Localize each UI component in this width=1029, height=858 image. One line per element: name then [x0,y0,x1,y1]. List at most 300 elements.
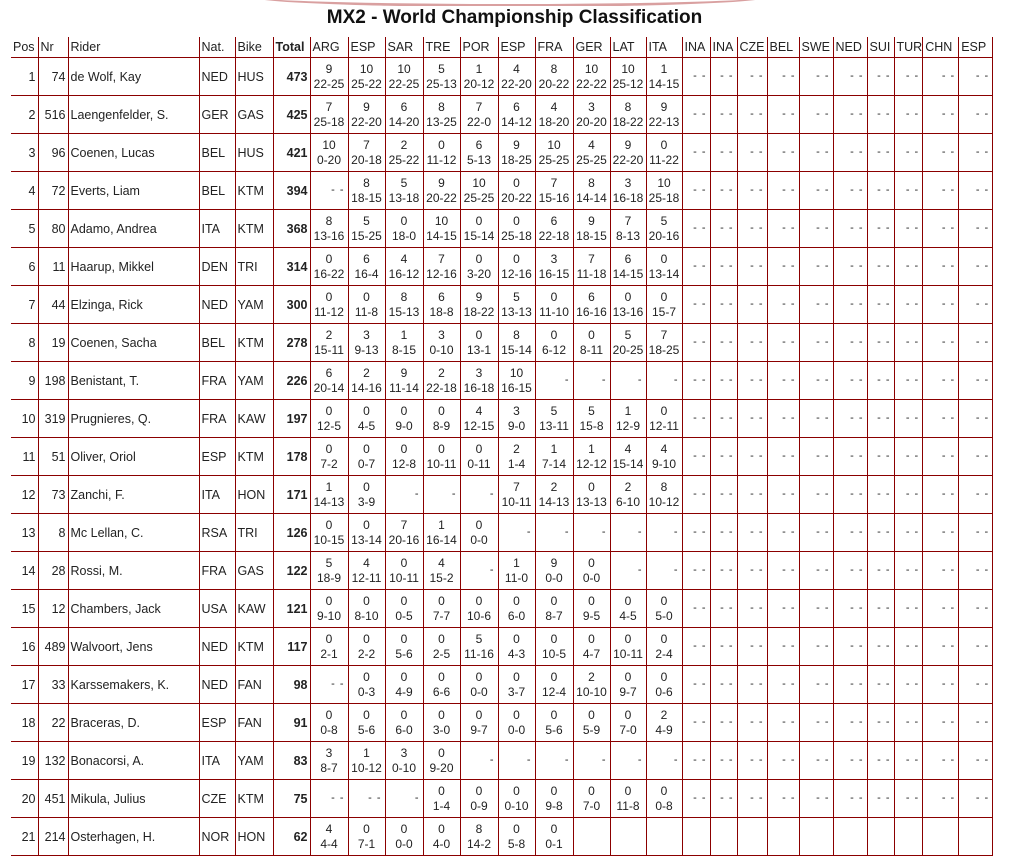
cell-nr: 489 [38,628,68,666]
table-row [11,704,993,742]
race-points: 0 [400,403,408,418]
cell-race-result [535,818,573,856]
cell-race-empty: - - [959,438,993,476]
race-points: 8 [475,821,483,836]
cell-pos: 12 [11,476,38,514]
cell-nat: ITA [199,476,235,514]
cell-race-empty: - - [682,248,710,286]
cell-race-result [385,552,423,590]
race-heat-points: 0-0 [507,722,526,737]
cell-race-result [573,438,610,476]
race-heat-points: 5-6 [545,722,563,737]
cell-race-empty: - [573,742,610,780]
cell-race-empty: - - [894,400,923,438]
cell-race-empty: - - [923,286,959,324]
race-heat-points: 0-0 [582,570,601,585]
race-points: 3 [513,403,520,418]
race-points: 10 [509,365,524,380]
race-points: 5 [325,555,333,570]
table-row [11,134,993,172]
cell-race-empty: - - [710,514,737,552]
cell-race-result [498,590,535,628]
table-row [11,666,993,704]
cell-race-empty: - - [737,742,767,780]
race-points: 3 [400,745,408,760]
cell-nr: 8 [38,514,68,552]
cell-race-empty: - - [833,286,867,324]
race-points: 0 [400,441,408,456]
race-points: 3 [438,327,445,342]
race-heat-points: 0-0 [470,532,488,547]
race-points: 4 [400,251,408,266]
cell-race-empty: - - [959,58,993,96]
race-heat-points: 20-22 [501,190,532,205]
cell-race-empty: - - [833,590,867,628]
race-heat-points: 10-11 [426,456,457,471]
cell-race-result [348,324,385,362]
cell-race-empty: - [573,362,610,400]
race-heat-points: 14-15 [612,266,644,281]
race-heat-points: 11-18 [576,266,607,281]
race-heat-points: 8-7 [320,760,338,775]
race-points: 7 [624,213,632,228]
cell-race-empty: - - [923,362,959,400]
race-points: 4 [513,61,520,76]
race-heat-points: 8-7 [545,608,563,623]
cell-pos: 16 [11,628,38,666]
cell-race-result [385,438,423,476]
cell-race-empty: - - [894,628,923,666]
cell-race-empty: - - [737,780,767,818]
race-points: 6 [624,251,632,266]
cell-race-result [423,780,460,818]
race-points: 8 [363,175,370,190]
race-heat-points: 8-9 [432,418,451,433]
cell-race-empty: - - [799,324,833,362]
race-points: 7 [550,175,558,190]
race-heat-points: 2-2 [357,646,376,661]
cell-race-empty: - - [923,96,959,134]
cell-race-result [423,438,460,476]
race-points: 0 [438,745,445,760]
cell-race-empty: - - [923,400,959,438]
cell-race-result [610,704,646,742]
race-heat-points: 0-9 [470,798,488,813]
race-points: 1 [660,61,668,76]
race-heat-points: 4-5 [619,608,637,623]
cell-rider: Laengenfelder, S. [68,96,199,134]
cell-race-empty: - - [959,362,993,400]
race-heat-points: 12-9 [615,418,641,433]
race-points: 3 [325,745,333,760]
race-heat-points: 14-15 [426,228,457,243]
cell-race-empty: - [646,552,682,590]
cell-nr: 73 [38,476,68,514]
race-points: 9 [438,175,445,190]
cell-race-result [385,172,423,210]
cell-total: 62 [273,818,310,856]
cell-race-result [385,704,423,742]
race-heat-points: 12-11 [351,570,382,585]
race-points: 9 [660,99,668,114]
race-points: 2 [513,441,520,456]
cell-race-result [498,666,535,704]
cell-race-empty [867,818,894,856]
cell-race-empty: - [460,742,498,780]
cell-race-empty: - - [959,96,993,134]
cell-race-result [310,134,348,172]
race-heat-points: 1-4 [432,798,451,813]
table-row [11,628,993,666]
race-heat-points: 0-8 [655,798,673,813]
cell-race-result [498,96,535,134]
cell-pos: 14 [11,552,38,590]
race-heat-points: 18-20 [538,114,570,129]
race-heat-points: 25-25 [576,152,607,167]
cell-race-empty: - - [767,134,799,172]
cell-race-result [348,96,385,134]
race-points: 0 [400,593,408,608]
race-heat-points: 25-22 [351,76,382,91]
cell-race-empty: - - [710,628,737,666]
race-points: 0 [513,669,520,684]
race-heat-points: 0-11 [467,456,491,471]
race-points: 0 [660,783,668,798]
cell-race-result [348,628,385,666]
race-heat-points: 25-22 [388,152,420,167]
cell-nr: 11 [38,248,68,286]
race-points: 0 [588,327,595,342]
cell-race-empty: - - [710,590,737,628]
race-heat-points: 8-13 [615,228,641,243]
cell-race-result [460,704,498,742]
cell-nat: ESP [199,438,235,476]
race-points: 0 [550,783,558,798]
race-points: 1 [550,441,558,456]
cell-race-result [646,324,682,362]
cell-nr: 451 [38,780,68,818]
cell-rider: Walvoort, Jens [68,628,199,666]
cell-race-empty: - - [923,58,959,96]
cell-race-result [610,286,646,324]
race-heat-points: 25-25 [463,190,495,205]
cell-race-result [498,324,535,362]
cell-nat: CZE [199,780,235,818]
cell-nat: BEL [199,134,235,172]
cell-rider: Mc Lellan, C. [68,514,199,552]
race-points: 0 [363,289,370,304]
race-heat-points: 4-9 [655,722,673,737]
cell-race-result [310,742,348,780]
cell-race-empty: - [646,514,682,552]
race-points: 0 [550,289,558,304]
cell-race-empty: - - [894,96,923,134]
column-header: NED [833,37,867,58]
cell-race-empty: - - [682,96,710,134]
cell-race-empty: - - [767,438,799,476]
cell-race-empty: - - [833,248,867,286]
cell-race-result [460,780,498,818]
race-points: 0 [660,669,668,684]
race-points: 7 [513,479,520,494]
race-points: 8 [513,327,520,342]
race-heat-points: 13-18 [388,190,420,205]
cell-race-empty: - - [867,134,894,172]
race-points: 10 [657,175,671,190]
race-heat-points: 12-5 [316,418,342,433]
cell-race-empty [646,818,682,856]
cell-race-result [385,514,423,552]
race-heat-points: 8-10 [354,608,379,623]
column-header: TRE [423,37,460,58]
cell-race-empty: - - [710,704,737,742]
cell-race-empty: - - [682,590,710,628]
race-heat-points: 2-5 [432,646,451,661]
cell-bike: GAS [235,96,273,134]
cell-race-empty: - - [867,552,894,590]
cell-race-empty: - - [923,780,959,818]
cell-race-result [348,742,385,780]
race-heat-points: 4-7 [582,646,601,661]
race-points: 0 [588,707,595,722]
cell-race-result [573,552,610,590]
cell-race-empty: - - [682,552,710,590]
race-heat-points: 11-8 [354,304,379,319]
cell-race-empty: - - [959,172,993,210]
cell-pos: 5 [11,210,38,248]
table-row [11,286,993,324]
race-points: 3 [363,327,370,342]
cell-race-empty: - - [894,704,923,742]
cell-nr: 214 [38,818,68,856]
table-row [11,172,993,210]
cell-bike: KTM [235,628,273,666]
cell-race-empty: - - [867,400,894,438]
cell-race-empty: - [610,552,646,590]
race-points: 0 [363,707,370,722]
cell-race-result [573,476,610,514]
race-heat-points: 25-13 [426,76,457,91]
race-heat-points: 0-0 [470,684,488,699]
race-heat-points: 18-0 [391,228,417,243]
cell-race-result [423,400,460,438]
cell-pos: 20 [11,780,38,818]
cell-race-result [646,780,682,818]
race-heat-points: 9-13 [354,342,379,357]
cell-race-empty: - - [348,780,385,818]
race-heat-points: 16-14 [426,532,457,547]
race-points: 0 [438,707,445,722]
cell-race-result [610,400,646,438]
race-heat-points: 22-18 [538,228,570,243]
race-heat-points: 14-13 [313,494,345,509]
cell-race-result [646,286,682,324]
race-points: 6 [475,137,483,152]
race-heat-points: 0-20 [316,152,342,167]
cell-race-result [423,514,460,552]
cell-race-result [535,210,573,248]
race-points: 0 [513,707,520,722]
race-points: 2 [438,365,445,380]
column-header: Pos [11,37,38,58]
race-points: 1 [513,555,520,570]
race-points: 0 [588,593,595,608]
race-heat-points: 9-0 [395,418,413,433]
cell-bike: FAN [235,704,273,742]
cell-race-empty: - - [833,134,867,172]
cell-race-empty: - - [894,58,923,96]
cell-race-empty: - [646,362,682,400]
cell-race-empty: - - [833,210,867,248]
race-points: 0 [588,555,595,570]
cell-race-empty: - - [894,590,923,628]
cell-rider: Zanchi, F. [68,476,199,514]
race-points: 1 [325,479,333,494]
cell-race-result [646,438,682,476]
cell-bike: KTM [235,780,273,818]
race-points: 2 [363,365,370,380]
cell-race-empty: - - [959,248,993,286]
cell-pos: 6 [11,248,38,286]
cell-race-result [423,134,460,172]
cell-rider: Bonacorsi, A. [68,742,199,780]
race-heat-points: 13-11 [539,418,569,433]
cell-race-result [423,628,460,666]
cell-race-result [460,248,498,286]
cell-race-result [385,324,423,362]
cell-race-empty: - [423,476,460,514]
cell-race-empty: - - [894,134,923,172]
cell-race-empty: - - [959,704,993,742]
race-points: 6 [400,99,408,114]
cell-total: 197 [273,400,310,438]
cell-race-empty: - - [310,172,348,210]
cell-race-result [610,590,646,628]
race-heat-points: 10-12 [648,494,680,509]
race-heat-points: 3-20 [466,266,492,281]
cell-bike: YAM [235,742,273,780]
cell-race-empty: - - [833,172,867,210]
race-points: 5 [513,289,520,304]
race-heat-points: 16-18 [463,380,495,395]
column-header: Rider [68,37,199,58]
cell-race-empty: - [498,514,535,552]
cell-race-empty: - - [959,134,993,172]
cell-race-empty: - - [923,476,959,514]
race-heat-points: 15-7 [651,304,677,319]
race-heat-points: 10-15 [313,532,345,547]
cell-race-result [385,666,423,704]
race-heat-points: 10-11 [501,494,532,509]
cell-race-empty: - - [737,514,767,552]
cell-pos: 17 [11,666,38,704]
cell-race-empty: - - [894,780,923,818]
race-points: 10 [434,213,449,228]
cell-race-empty: - - [737,362,767,400]
cell-race-empty: - - [959,324,993,362]
cell-rider: Rossi, M. [68,552,199,590]
cell-race-empty: - - [833,362,867,400]
cell-race-result [610,58,646,96]
cell-nat: USA [199,590,235,628]
cell-race-result [573,134,610,172]
table-row [11,400,993,438]
cell-race-empty: - [460,552,498,590]
race-heat-points: 13-14 [351,532,382,547]
race-points: 0 [400,821,408,836]
cell-total: 421 [273,134,310,172]
race-points: 0 [438,137,445,152]
cell-race-empty: - - [959,476,993,514]
race-points: 0 [513,251,520,266]
cell-nat: DEN [199,248,235,286]
cell-race-empty: - - [923,742,959,780]
cell-race-result [310,362,348,400]
cell-race-empty: - - [923,134,959,172]
column-header: ITA [646,37,682,58]
cell-nat: NED [199,628,235,666]
cell-total: 91 [273,704,310,742]
cell-race-result [646,248,682,286]
cell-race-empty: - - [833,438,867,476]
cell-race-result [348,590,385,628]
cell-rider: Mikula, Julius [68,780,199,818]
cell-rider: Osterhagen, H. [68,818,199,856]
cell-race-result [610,476,646,514]
race-points: 9 [325,61,333,76]
race-heat-points: 0-0 [545,570,563,585]
cell-nr: 96 [38,134,68,172]
cell-race-result [310,628,348,666]
cell-race-result [385,590,423,628]
cell-race-empty: - - [737,96,767,134]
race-heat-points: 7-1 [357,836,376,851]
cell-race-empty [799,818,833,856]
column-header: BEL [767,37,799,58]
cell-race-empty: - - [923,666,959,704]
cell-rider: Elzinga, Rick [68,286,199,324]
cell-race-empty: - - [767,362,799,400]
cell-race-empty: - - [867,742,894,780]
race-heat-points: 9-10 [651,456,677,471]
race-heat-points: 0-7 [357,456,376,471]
cell-race-result [646,400,682,438]
cell-race-empty: - - [767,400,799,438]
cell-race-empty: - - [737,476,767,514]
cell-race-empty: - - [833,324,867,362]
cell-nat: NED [199,666,235,704]
cell-race-empty: - - [737,628,767,666]
race-points: 6 [325,365,333,380]
race-points: 1 [475,61,483,76]
race-points: 0 [400,213,408,228]
cell-bike: YAM [235,362,273,400]
cell-race-result [385,58,423,96]
race-points: 5 [660,213,668,228]
cell-total: 122 [273,552,310,590]
cell-race-empty: - - [710,286,737,324]
cell-race-result [423,248,460,286]
race-heat-points: 6-0 [395,722,413,737]
cell-race-empty: - - [682,780,710,818]
race-heat-points: 15-16 [538,190,570,205]
column-header: CZE [737,37,767,58]
race-points: 0 [363,593,370,608]
cell-race-result [310,58,348,96]
cell-race-result [498,476,535,514]
cell-race-empty: - - [923,324,959,362]
cell-race-empty: - - [767,514,799,552]
